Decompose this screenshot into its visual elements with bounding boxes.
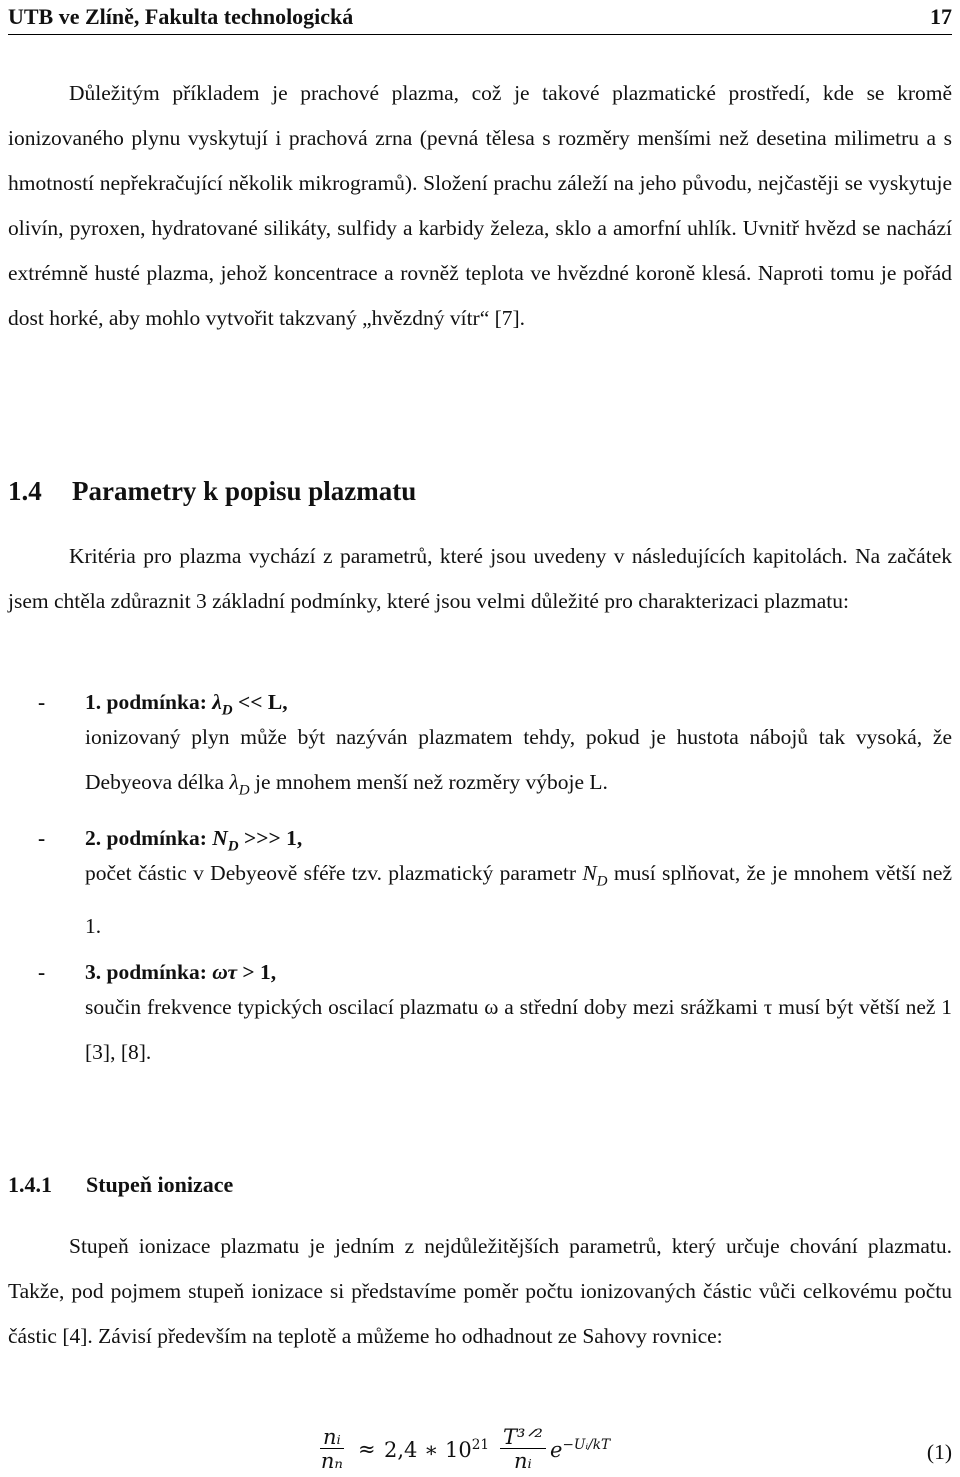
fraction-rhs	[500, 1426, 546, 1473]
page-number: 17	[930, 4, 952, 29]
denominator: nᵢ	[513, 1449, 532, 1473]
list-dash: -	[38, 826, 46, 850]
condition-body: počet částic v Debyeově sféře tzv. plazmatický parametr $N_D$ musí splňovat, že je mnohem větší než 1.	[85, 861, 953, 939]
running-header-title: UTB ve Zlíně, Fakulta technologická	[8, 4, 354, 29]
subsection-heading	[8, 1172, 233, 1198]
approx-sign: ≈	[358, 1437, 376, 1461]
equation-number: (1)	[926, 1440, 952, 1464]
coefficient: 2,4 ∗ $10^{21}$	[384, 1437, 490, 1462]
condition-title: 3. podmínka: ωτ > 1,	[85, 960, 277, 984]
condition-body: ionizovaný plyn může být nazýván plazmatem tehdy, pokud je hustota nábojů tak vysoká, že Debyeova délka $\lambda_D$ je mnohem menší než rozměry výboje L.	[85, 725, 952, 799]
list-dash: -	[38, 960, 46, 984]
section-heading	[8, 476, 416, 507]
condition-title: 1. podmínka: $\lambda_D << L$,	[85, 690, 288, 719]
paragraph-ionization-degree: Stupeň ionizace plazmatu je jedním z nejdůležitějších parametrů, který určuje chování plazmatu. Takže, pod pojmem stupeň ionizace si představíme poměr počtu ionizovaných částic vůči celkovému počtu částic [4]. Závisí především na teplotě a můžeme ho odhadnout ze Sahovy rovnice:	[8, 1234, 952, 1348]
saha-equation	[320, 1426, 952, 1476]
paragraph-criteria: Kritéria pro plazma vychází z parametrů, které jsou uvedeny v následujících kapitolách. Na začátek jsem chtěla zdůraznit 3 základní podmínky, které jsou velmi důležité pro charakterizaci plazmatu:	[8, 544, 952, 613]
subsection-title: Stupeň ionizace	[86, 1172, 234, 1197]
exponential: $e^{-Uᵢ/kT}$	[550, 1437, 611, 1462]
section-title: Parametry k popisu plazmatu	[72, 476, 417, 506]
condition-body: součin frekvence typických oscilací plazmatu ω a střední doby mezi srážkami τ musí být větší než 1 [3], [8].	[85, 995, 952, 1064]
page-header	[8, 0, 952, 35]
numerator: T³ᐟ²	[500, 1426, 546, 1449]
list-dash: -	[38, 690, 46, 714]
section-number: 1.4	[8, 476, 42, 506]
numerator: nᵢ	[320, 1426, 344, 1449]
paragraph-dusty-plasma: Důležitým příkladem je prachové plazma, což je takové plazmatické prostředí, kde se kromě ionizovaného plynu vyskytují i prachová zrna (pevná tělesa s rozměry menšími než desetina milimetru a s hmotností nepřekračující několik mikrogramů). Složení prachu záleží na jeho původu, nejčastěji se vyskytuje olivín, pyroxen, hydratované silikáty, sulfidy a karbidy železa, sklo a amorfní uhlík. Uvnitř hvězd se nachází extrémně husté plazma, jehož koncentrace a rovněž teplota ve hvězdné koroně klesá. Naproti tomu je pořád dost horké, aby mohlo vytvořit takzvaný „hvězdný vítr“ [7].	[8, 81, 952, 330]
fraction-lhs	[320, 1426, 344, 1473]
subsection-number: 1.4.1	[8, 1172, 52, 1197]
condition-title: 2. podmínka: $N_D$ >>> 1,	[85, 826, 303, 855]
denominator: nₙ	[320, 1449, 343, 1473]
